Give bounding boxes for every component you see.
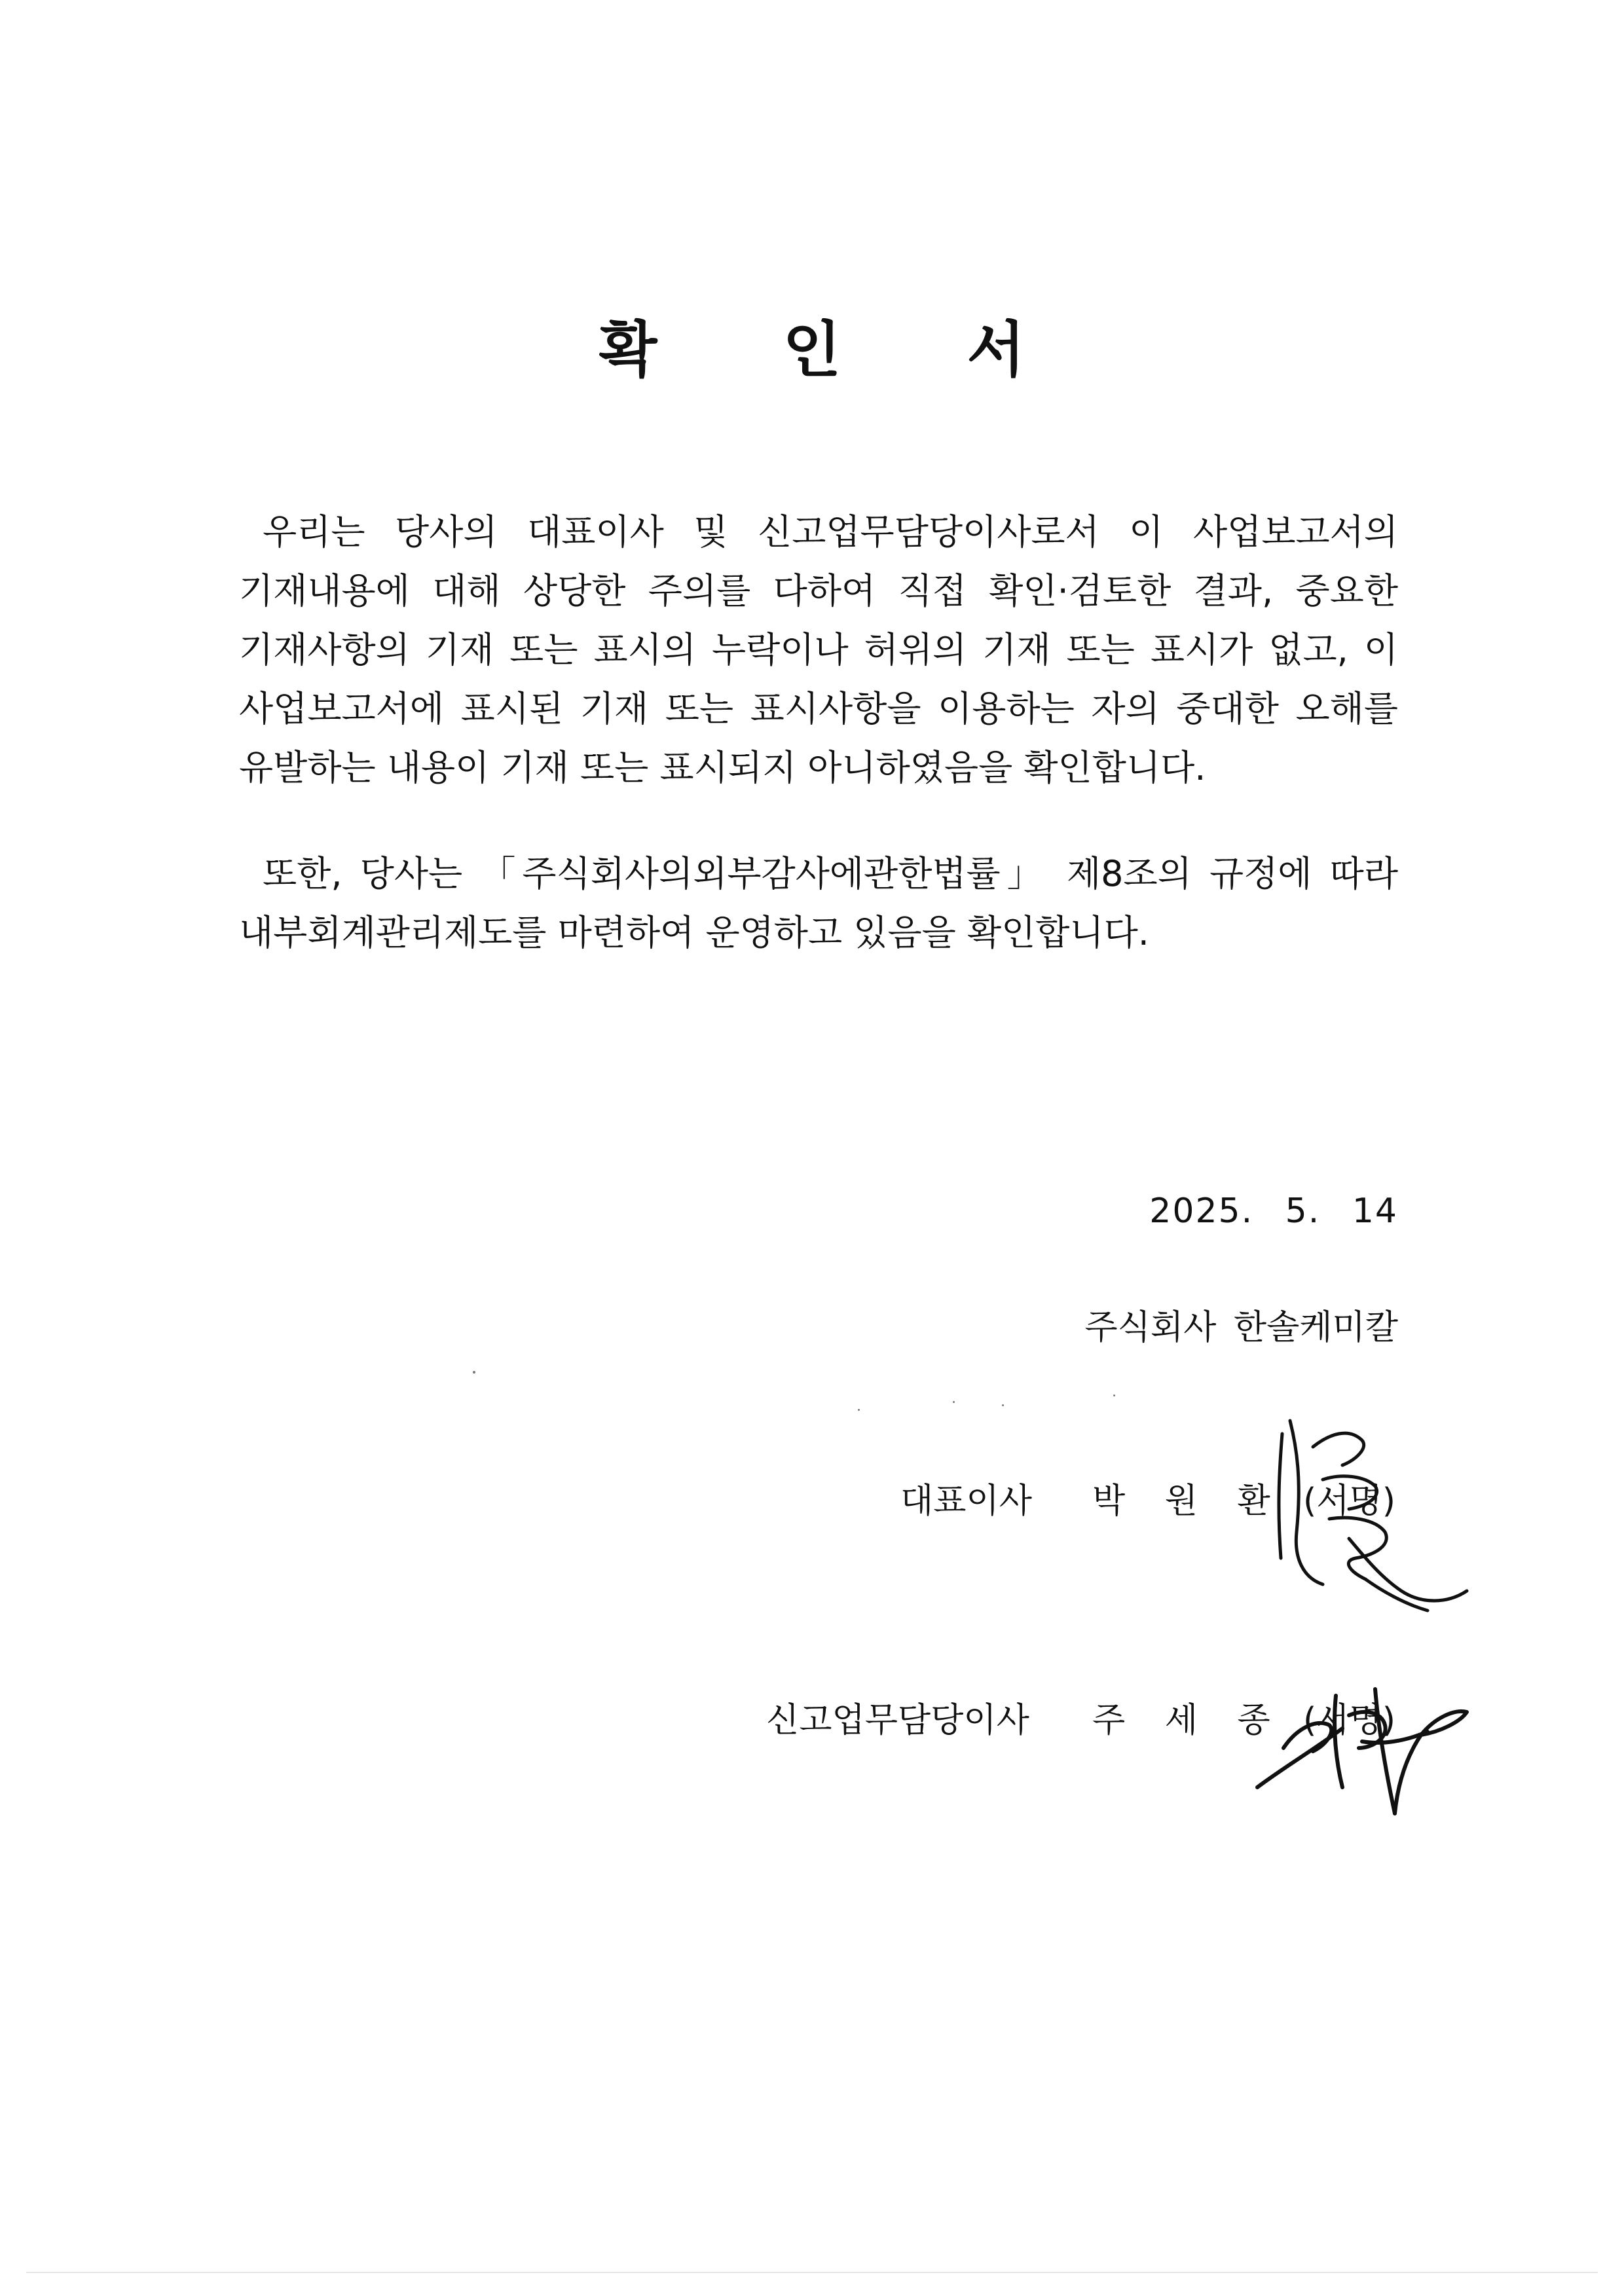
scan-speck [1113, 1394, 1115, 1396]
scan-edge-line [26, 2272, 1598, 2273]
company-name: 주식회사 한솔케미칼 [1084, 1308, 1398, 1347]
document-title: 확 인 서 [599, 315, 1078, 385]
cfo-signature-mark: (서명) [1303, 1701, 1396, 1740]
ceo-role: 대표이사 [900, 1482, 1032, 1521]
paragraph-1-text: 우리는 당사의 대표이사 및 신고업무담당이사로서 이 사업보고서의 기재내용에 대해 상당한 주의를 다하여 직접 확인·검토한 결과, 중요한 기재사항의 기재 또는 표시의 누락이나 허위의 기재 또는 표시가 없고, 이 사업보고서에 표시된 기재 또는 표시사항을 이용하는 자의 중대한 오해를 유발하는 내용이 기재 또는 표시되지 아니하였음을 확인합니다. [239, 511, 1398, 788]
scan-speck [953, 1401, 955, 1403]
paragraph-2-text: 또한, 당사는 「주식회사의외부감사에관한법률」 제8조의 규정에 따라 내부회계관리제도를 마련하여 운영하고 있음을 확인합니다. [239, 853, 1398, 953]
scan-speck [1002, 1404, 1004, 1406]
scan-speck [473, 1371, 475, 1374]
ceo-signature-mark: (서명) [1303, 1482, 1396, 1521]
document-date: 2025. 5. 14 [1149, 1192, 1398, 1231]
scan-speck [858, 1409, 860, 1411]
cfo-role: 신고업무담당이사 [766, 1701, 1029, 1740]
cfo-handwritten-signature [1244, 1656, 1480, 1853]
ceo-name: 박 원 환 [1092, 1482, 1285, 1521]
confirmation-paragraph [239, 503, 1398, 797]
cfo-name: 주 세 종 [1092, 1701, 1285, 1740]
ceo-handwritten-signature [1251, 1408, 1486, 1656]
internal-control-paragraph [239, 845, 1398, 962]
